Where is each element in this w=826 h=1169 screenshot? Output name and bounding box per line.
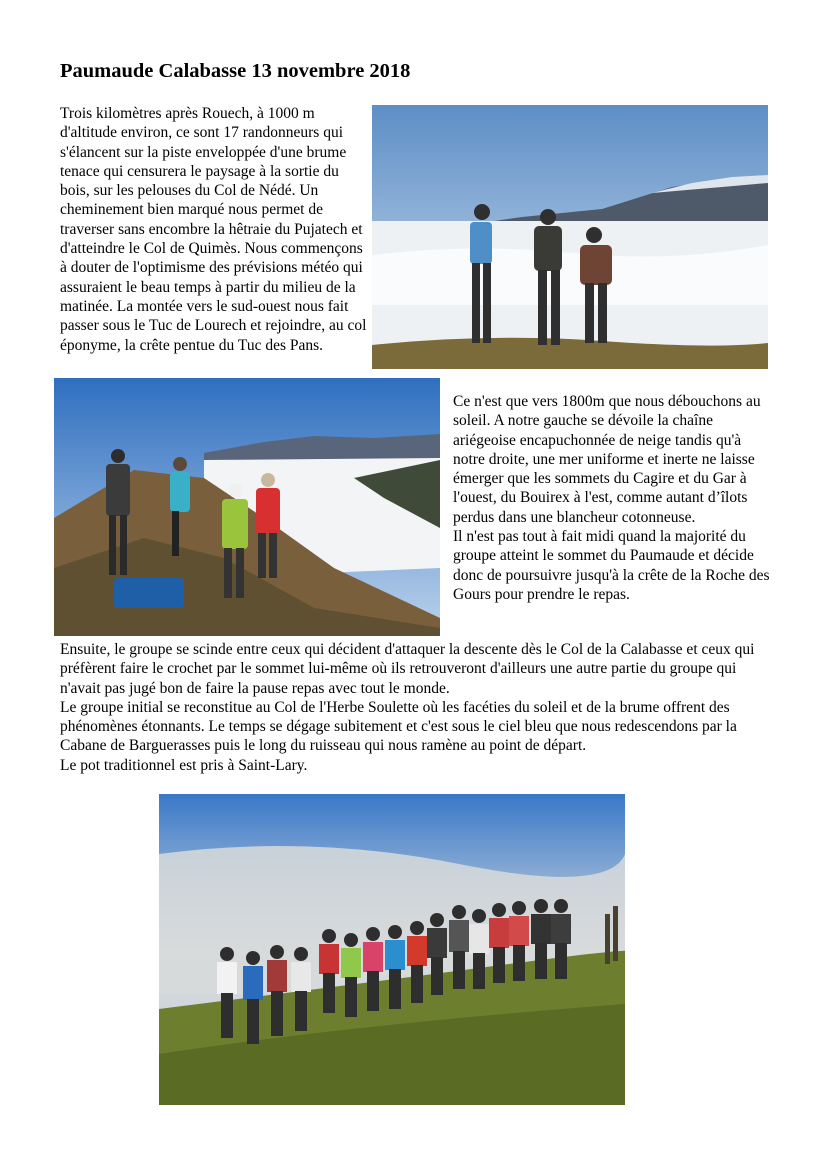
split-text: Ensuite, le groupe se scinde entre ceux qui décident d'attaquer la descente dès le Col de la Calabasse et ceux qui préfèrent faire le crochet par le sommet lui-même où ils retrouveront d'ailleurs une autre partie du groupe qui n'avait pas jugé bon de faire la pause repas avec tout le monde. [60, 641, 755, 697]
summit-text: Il n'est pas tout à fait midi quand la majorité du groupe atteint le sommet du Paumaude et décide donc de poursuivre jusqu'à la crête de la Roche des Gours pour prendre le repas. [453, 528, 770, 603]
sun-text: Ce n'est que vers 1800m que nous débouchons au soleil. A notre gauche se dévoile la chaîne ariégeoise encapuchonnée de neige tandis qu'à notre droite, une mer uniforme et inerte ne laisse émerger que les sommets du Cagire et du Gar à l'ouest, du Bouirex à l'est, comme autant d’îlots perdus dans une blancheur cotonneuse. [453, 393, 761, 526]
photo-ridge-hikers [372, 105, 768, 369]
photo-summit-group [54, 378, 440, 636]
page-title: Paumaude Calabasse 13 novembre 2018 [60, 60, 411, 82]
regroup-text: Le groupe initial se reconstitue au Col de l'Herbe Soulette où les facéties du soleil et de la brume offrent des phénomènes étonnants. Le temps se dégage subitement et c'est sous le ciel bleu que nous redescendons par la Cabane de Barguerasses puis le long du ruisseau qui nous ramène au point de départ. [60, 698, 737, 755]
intro-paragraph: Trois kilomètres après Rouech, à 1000 m d'altitude environ, ce sont 17 randonneurs qui s'élancent sur la piste enveloppée d'une brume tenace qui censurera le paysage à la sortie du bois, sur les pelouses du Col de Nédé. Un cheminement bien marqué nous permet de traverser sans encombre la hêtraie du Pujatech et d'atteindre le Col de Quimès. Nous commençons à douter de l'optimisme des prévisions météo qui assuraient le beau temps à partir du milieu de la matinée. La montée vers le sud-ouest nous fait passer sous le Tuc de Lourech et rejoindre, au col éponyme, la crête pentue du Tuc des Pans. [60, 105, 367, 354]
descent-paragraph [60, 640, 772, 775]
sun-paragraph [453, 392, 773, 604]
photo-group-portrait [159, 794, 625, 1105]
closing-text: Le pot traditionnel est pris à Saint-Lary. [60, 756, 308, 774]
